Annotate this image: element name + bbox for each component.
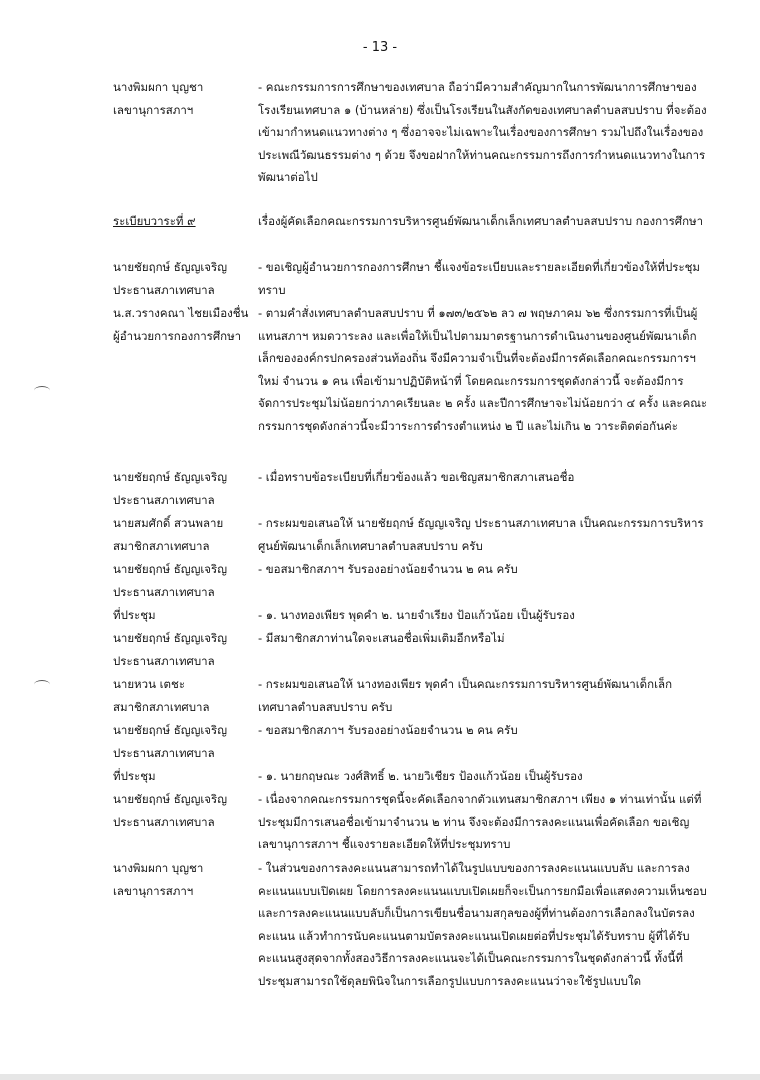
entry-text: - เนื่องจากคณะกรรมการชุดนี้จะคัดเลือกจากตัวแทนสมาชิกสภาฯ เพียง ๑ ท่านเท่านั้น แต่ที่ประชุมมีการเสนอชื่อเข้ามาจำนวน ๒ ท่าน จึงจะต้องมีการลงคะแนนเพื่อคัดเลือก ขอเชิญเลขานุการสภาฯ ชี้แจงรายละเอียดให้ที่ประชุมทราบ [258, 792, 702, 852]
page-number: - 13 - [362, 40, 398, 55]
speaker-label: นายชัยฤกษ์ ธัญญเจริญ ประธานสภาเทศบาล [113, 260, 228, 297]
scan-edge [0, 1074, 760, 1080]
speaker-label: ที่ประชุม [113, 608, 156, 622]
entry-text: - คณะกรรมการการศึกษาของเทศบาล ถือว่ามีความสำคัญมากในการพัฒนาการศึกษาของโรงเรียนเทศบาล ๑ (บ้านหล่าย) ซึ่งเป็นโรงเรียนในสังกัดของเทศบาลตำบลสบปราบ ที่จะต้องเข้ามากำหนดแนวทางต่าง ๆ ซึ่งอาจจะไม่เฉพาะในเรื่องของการศึกษา รวมไปถึงในเรื่องของประเพณีวัฒนธรรมต่าง ๆ ด้วย จึงขอฝากให้ท่านคณะกรรมการถึงการกำหนดแนวทางในการพัฒนาต่อไป [258, 80, 707, 185]
speaker-label: นายสมศักดิ์ สวนพลาย สมาชิกสภาเทศบาล [113, 516, 224, 553]
agenda-heading: ระเบียบวาระที่ ๙ [113, 214, 196, 228]
punch-hole-mark [34, 386, 50, 395]
speaker-label: นายชัยฤกษ์ ธัญญเจริญ ประธานสภาเทศบาล [113, 723, 228, 760]
entry-text: - ขอสมาชิกสภาฯ รับรองอย่างน้อยจำนวน ๒ คน ครับ [258, 723, 518, 737]
agenda-title: เรื่องผู้คัดเลือกคณะกรรมการบริหารศูนย์พัฒนาเด็กเล็กเทศบาลตำบลสบปราบ กองการศึกษา [258, 214, 704, 228]
entry-text: - ขอเชิญผู้อำนวยการกองการศึกษา ชี้แจงข้อระเบียบและรายละเอียดที่เกี่ยวข้องให้ที่ประชุมทราบ [258, 260, 701, 297]
entry-text: - มีสมาชิกสภาท่านใดจะเสนอชื่อเพิ่มเติมอีกหรือไม่ [258, 631, 505, 645]
speaker-label: นายหวน เตชะ สมาชิกสภาเทศบาล [113, 677, 210, 714]
entry-text: - ๑. นางทองเพียร พุดคำ ๒. นายจำเรียง ป้อแก้วน้อย เป็นผู้รับรอง [258, 608, 575, 622]
entry-text: - ในส่วนของการลงคะแนนสามารถทำได้ในรูปแบบของการลงคะแนนแบบลับ และการลงคะแนนแบบเปิดเผย โดยการลงคะแนนแบบเปิดเผยก็จะเป็นการยกมือเพื่อแสดงความเห็นชอบ และการลงคะแนนแบบลับก็เป็นการเขียนชื่อนามสกุลของผู้ที่ท่านต้องการเลือกลงในบัตรลงคะแนน แล้วทำการนับคะแนนตามบัตรลงคะแนนเปิดเผยต่อที่ประชุมได้รับทราบ ผู้ที่ได้รับคะแนนสูงสุดจากทั้งสองวิธีการลงคะแนนจะได้เป็นคณะกรรมการในชุดดังกล่าวนี้ ทั้งนี้ที่ประชุมสามารถใช้ดุลยพินิจในการเลือกรูปแบบการลงคะแนนว่าจะใช้รูปแบบใด [258, 861, 707, 988]
speaker-label: นางพิมผกา บุญชา เลขานุการสภาฯ [113, 861, 204, 898]
entry-text: - กระผมขอเสนอให้ นายชัยฤกษ์ ธัญญเจริญ ประธานสภาเทศบาล เป็นคณะกรรมการบริหารศูนย์พัฒนาเด็กเล็กเทศบาลตำบลสบปราบ ครับ [258, 516, 704, 553]
entry-text: - ขอสมาชิกสภาฯ รับรองอย่างน้อยจำนวน ๒ คน ครับ [258, 562, 518, 576]
entry-text: - ตามคำสั่งเทศบาลตำบลสบปราบ ที่ ๑๗๓/๒๕๖๒ ลว ๗ พฤษภาคม ๖๒ ซึ่งกรรมการที่เป็นผู้แทนสภาฯ หมดวาระลง และเพื่อให้เป็นไปตามมาตรฐานการดำเนินงานของศูนย์พัฒนาเด็กเล็กขององค์กรปกครองส่วนท้องถิ่น จึงมีความจำเป็นที่จะต้องมีการคัดเลือกคณะกรรมการฯ ใหม่ จำนวน ๑ คน เพื่อเข้ามาปฏิบัติหน้าที่ โดยคณะกรรมการชุดดังกล่าวนี้ จะต้องมีการจัดการประชุมไม่น้อยกว่าภาคเรียนละ ๒ ครั้ง และปีการศึกษาจะไม่น้อยกว่า ๔ ครั้ง และคณะกรรมการชุดดังกล่าวนี้จะมีวาระการดำรงตำแหน่ง ๒ ปี และไม่เกิน ๒ วาระติดต่อกันค่ะ [258, 306, 708, 433]
speaker-label: นายชัยฤกษ์ ธัญญเจริญ ประธานสภาเทศบาล [113, 562, 228, 599]
speaker-label: น.ส.วรางคณา ไชยเมืองชื่น ผู้อำนวยการกองการศึกษา [113, 306, 249, 343]
punch-hole-mark [34, 680, 50, 689]
speaker-label: ที่ประชุม [113, 769, 156, 783]
speaker-label: นายชัยฤกษ์ ธัญญเจริญ ประธานสภาเทศบาล [113, 792, 228, 829]
entry-text: - กระผมขอเสนอให้ นางทองเพียร พุดคำ เป็นคณะกรรมการบริหารศูนย์พัฒนาเด็กเล็กเทศบาลตำบลสบปราบ ครับ [258, 677, 673, 714]
entry-text: - เมื่อทราบข้อระเบียบที่เกี่ยวข้องแล้ว ขอเชิญสมาชิกสภาเสนอชื่อ [258, 470, 575, 484]
speaker-label: นายชัยฤกษ์ ธัญญเจริญ ประธานสภาเทศบาล [113, 631, 228, 668]
entry-text: - ๑. นายกฤษณะ วงศ์สิทธิ์ ๒. นายวิเชียร ป้องแก้วน้อย เป็นผู้รับรอง [258, 769, 583, 783]
speaker-label: นางพิมผกา บุญชา เลขานุการสภาฯ [113, 80, 204, 117]
speaker-label: นายชัยฤกษ์ ธัญญเจริญ ประธานสภาเทศบาล [113, 470, 228, 507]
